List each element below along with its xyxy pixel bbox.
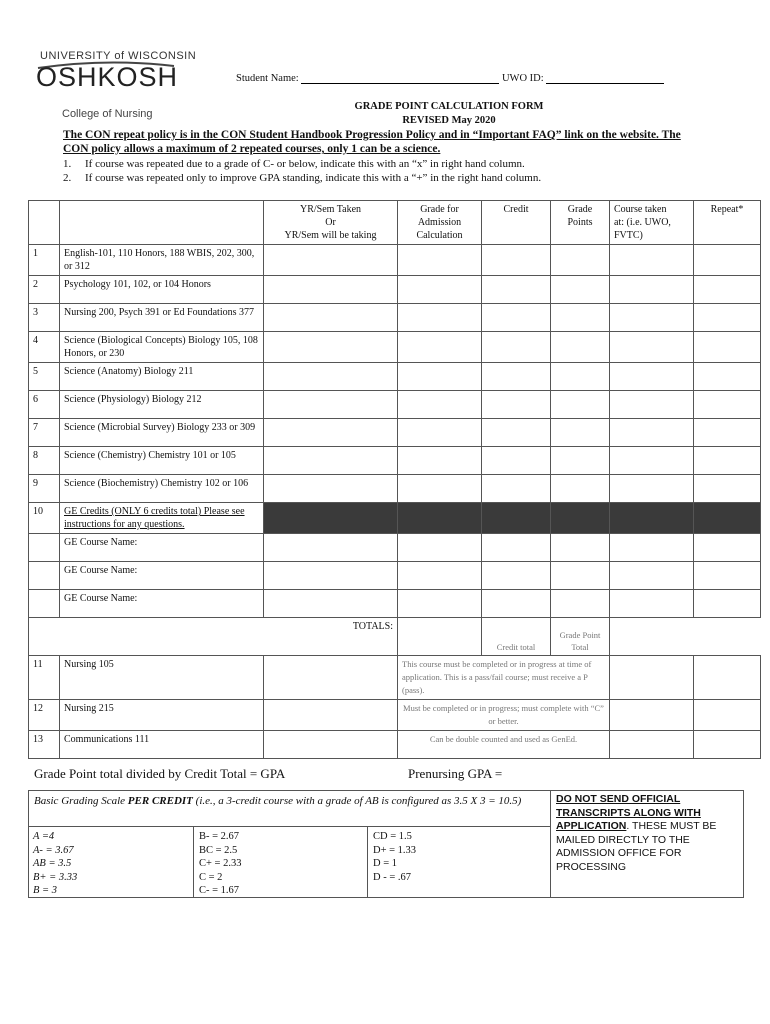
col-grade-points: Grade Points — [551, 201, 610, 245]
ge-course-row: GE Course Name: — [29, 534, 761, 562]
cell-input[interactable] — [694, 700, 761, 731]
grade-point-total-cell[interactable]: Grade Point Total — [551, 618, 610, 656]
cell-input[interactable] — [398, 276, 482, 304]
cell-input[interactable] — [264, 391, 398, 419]
cell-input[interactable] — [551, 534, 610, 562]
student-name-field[interactable] — [301, 72, 499, 84]
cell-input[interactable] — [482, 245, 551, 276]
table-row: 7 Science (Microbial Survey) Biology 233 or 309 — [29, 419, 761, 447]
table-row: 13 Communications 111 Can be double counted and used as GenEd. — [29, 731, 761, 759]
student-fields — [236, 72, 664, 84]
cell-input[interactable] — [264, 731, 398, 759]
cell-input[interactable] — [264, 700, 398, 731]
cell-input[interactable] — [398, 447, 482, 475]
instruction-1: 1. If course was repeated due to a grade of C- or below, indicate this with an “x” in right hand column. — [63, 158, 525, 170]
cell-input[interactable] — [610, 276, 694, 304]
table-header-row — [29, 201, 761, 245]
cell-input[interactable] — [264, 447, 398, 475]
table-row: 4 Science (Biological Concepts) Biology 105, 108 Honors, or 230 — [29, 332, 761, 363]
cell-input[interactable] — [610, 332, 694, 363]
cell-input[interactable] — [264, 534, 398, 562]
table-row: 9 Science (Biochemistry) Chemistry 102 or 106 — [29, 475, 761, 503]
scale-col-3: CD = 1.5 D+ = 1.33 D = 1 D - = .67 — [373, 831, 417, 883]
divider — [28, 826, 550, 827]
nursing105-note: This course must be completed or in progress at time of application. This is a pass/fail course; must receive a P (pass). — [398, 656, 610, 700]
cell-input[interactable] — [264, 276, 398, 304]
uwo-id-field[interactable] — [546, 72, 664, 84]
cell-input[interactable] — [610, 700, 694, 731]
grade-table — [28, 200, 761, 759]
cell-input[interactable] — [482, 391, 551, 419]
cell-input[interactable] — [551, 419, 610, 447]
cell-input[interactable] — [264, 419, 398, 447]
cell-input[interactable] — [610, 731, 694, 759]
student-name-label: Student Name: — [236, 73, 299, 84]
cell-input[interactable] — [482, 419, 551, 447]
gpa-formula: Grade Point total divided by Credit Total = GPA — [34, 766, 286, 781]
cell-input[interactable] — [694, 391, 761, 419]
col-credit: Credit — [482, 201, 551, 245]
university-line: UNIVERSITY of WISCONSIN — [40, 50, 197, 62]
title-text: GRADE POINT CALCULATION FORM — [354, 101, 544, 112]
cell-input[interactable] — [398, 419, 482, 447]
cell-input[interactable] — [482, 475, 551, 503]
cell-input[interactable] — [264, 475, 398, 503]
scale-col-2: B- = 2.67 BC = 2.5 C+ = 2.33 C = 2 C- = 1.67 — [199, 831, 242, 896]
cell-input[interactable] — [610, 475, 694, 503]
nursing215-note: Must be completed or in progress; must complete with “C” or better. — [398, 700, 610, 731]
table-row: 12 Nursing 215 Must be completed or in progress; must complete with “C” or better. — [29, 700, 761, 731]
cell-input[interactable] — [264, 332, 398, 363]
table-row: 8 Science (Chemistry) Chemistry 101 or 105 — [29, 447, 761, 475]
cell-input[interactable] — [551, 562, 610, 590]
table-row: 2 Psychology 101, 102, or 104 Honors — [29, 276, 761, 304]
credit-total-cell[interactable]: Credit total — [482, 618, 551, 656]
divider — [367, 826, 368, 898]
cell-input[interactable] — [551, 447, 610, 475]
scale-title: Basic Grading Scale PER CREDIT (i.e., a 3-credit course with a grade of AB is configured as 3.5 X 3 = 10.5) — [34, 795, 522, 807]
table-row: 1 English-101, 110 Honors, 188 WBIS, 202, 300, or 312 — [29, 245, 761, 276]
cell-input[interactable] — [610, 391, 694, 419]
table-row: 5 Science (Anatomy) Biology 211 — [29, 363, 761, 391]
cell-input[interactable] — [551, 245, 610, 276]
totals-row — [29, 618, 761, 656]
college-name: College of Nursing — [62, 108, 153, 120]
cell-input[interactable] — [398, 590, 482, 618]
prenursing-gpa: Prenursing GPA = — [408, 766, 503, 781]
cell-input[interactable] — [551, 475, 610, 503]
cell-input[interactable] — [264, 245, 398, 276]
cell-input[interactable] — [610, 590, 694, 618]
cell-input[interactable] — [482, 447, 551, 475]
cell-input[interactable] — [398, 562, 482, 590]
revised-text: REVISED May 2020 — [402, 115, 496, 126]
cell-input[interactable] — [398, 391, 482, 419]
cell-input[interactable] — [610, 363, 694, 391]
cell-input[interactable] — [610, 562, 694, 590]
cell-input[interactable] — [264, 304, 398, 332]
cell-input[interactable] — [482, 363, 551, 391]
cell-input[interactable] — [551, 332, 610, 363]
transcripts-notice: DO NOT SEND OFFICIAL TRANSCRIPTS ALONG WITH APPLICATION. THESE MUST BE MAILED DIRECTLY TO THE ADMISSION OFFICE FOR PROCESSING — [556, 793, 717, 873]
cell-input[interactable] — [264, 363, 398, 391]
uwo-id-label: UWO ID: — [501, 73, 544, 84]
table-row: 6 Science (Physiology) Biology 212 — [29, 391, 761, 419]
cell-input[interactable] — [482, 276, 551, 304]
cell-input[interactable] — [694, 656, 761, 700]
cell-input[interactable] — [482, 304, 551, 332]
divider — [550, 790, 551, 898]
cell-input[interactable] — [551, 304, 610, 332]
repeat-policy: The CON repeat policy is in the CON Student Handbook Progression Policy and in “Important FAQ” link on the website. The CON policy allows a maximum of 2 repeated courses, only 1 can be a science. — [63, 129, 681, 155]
col-grade-admission: Grade for Admission Calculation — [398, 201, 482, 245]
cell-input[interactable] — [694, 245, 761, 276]
cell-input[interactable] — [610, 419, 694, 447]
cell-input[interactable] — [694, 332, 761, 363]
cell-input[interactable] — [610, 245, 694, 276]
cell-input[interactable] — [694, 590, 761, 618]
cell-input[interactable] — [551, 590, 610, 618]
cell-input[interactable] — [398, 304, 482, 332]
cell-input[interactable] — [482, 562, 551, 590]
scale-col-1: A =4 A- = 3.67 AB = 3.5 B+ = 3.33 B = 3 — [33, 831, 78, 896]
cell-input[interactable] — [398, 475, 482, 503]
col-repeat: Repeat* — [694, 201, 761, 245]
totals-label: TOTALS: — [29, 618, 398, 656]
cell-input[interactable] — [694, 419, 761, 447]
instructions — [63, 157, 541, 185]
form-title — [280, 100, 618, 128]
cell-input[interactable] — [694, 363, 761, 391]
cell-input[interactable] — [264, 656, 398, 700]
cell-input[interactable] — [694, 731, 761, 759]
ge-credits-row: 10 GE Credits (ONLY 6 credits total) Please see instructions for any questions. — [29, 503, 761, 534]
cell-input[interactable] — [482, 590, 551, 618]
table-row: 11 Nursing 105 This course must be completed or in progress at time of application. This is a pass/fail course; must receive a P (pass). — [29, 656, 761, 700]
cell-input[interactable] — [610, 534, 694, 562]
cell-input[interactable] — [398, 332, 482, 363]
cell-input[interactable] — [551, 276, 610, 304]
cell-input[interactable] — [398, 363, 482, 391]
cell-input[interactable] — [694, 276, 761, 304]
cell-input[interactable] — [398, 534, 482, 562]
divider — [193, 826, 194, 898]
cell-input[interactable] — [482, 332, 551, 363]
cell-input[interactable] — [610, 656, 694, 700]
logo-oshkosh: OSHKOSH — [36, 62, 179, 92]
instruction-2: 2. If course was repeated only to improve GPA standing, indicate this with a “+” in the right hand column. — [63, 172, 542, 184]
cell-input[interactable] — [610, 304, 694, 332]
ge-course-row: GE Course Name: — [29, 562, 761, 590]
cell-input[interactable] — [551, 391, 610, 419]
cell-input[interactable] — [264, 590, 398, 618]
col-yr-sem: YR/Sem Taken Or YR/Sem will be taking — [264, 201, 398, 245]
cell-input[interactable] — [694, 534, 761, 562]
cell-input[interactable] — [610, 447, 694, 475]
cell-input[interactable] — [264, 562, 398, 590]
cell-input[interactable] — [694, 562, 761, 590]
cell-input[interactable] — [694, 447, 761, 475]
cell-input[interactable] — [398, 245, 482, 276]
cell-input[interactable] — [551, 363, 610, 391]
col-course-taken: Course taken at: (i.e. UWO, FVTC) — [610, 201, 694, 245]
table-row: 3 Nursing 200, Psych 391 or Ed Foundations 377 — [29, 304, 761, 332]
cell-input[interactable] — [694, 475, 761, 503]
cell-input[interactable] — [482, 534, 551, 562]
cell-input[interactable] — [694, 304, 761, 332]
comm111-note: Can be double counted and used as GenEd. — [398, 731, 610, 759]
ge-course-row: GE Course Name: — [29, 590, 761, 618]
